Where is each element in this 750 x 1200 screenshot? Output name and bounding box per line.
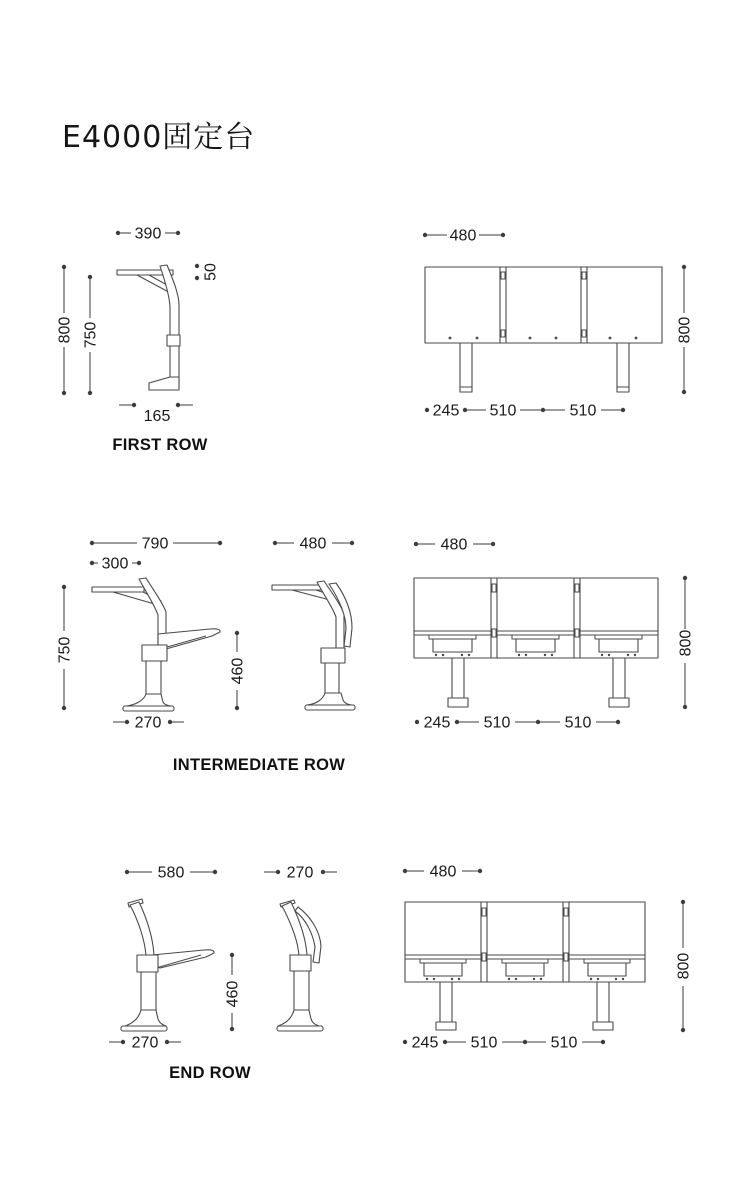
dim-dot xyxy=(276,870,280,874)
dim-value: 800 xyxy=(56,316,74,344)
dim-first-side-desk-thickness xyxy=(195,263,220,281)
connector-tab xyxy=(501,272,505,279)
dim-dot xyxy=(273,541,277,545)
dim-value: 270 xyxy=(134,714,162,732)
dim-int-front-width xyxy=(414,537,495,554)
dim-dot xyxy=(425,408,429,412)
dim-dot xyxy=(415,720,419,724)
dim-int-folded-depth xyxy=(273,536,354,553)
dim-dot xyxy=(235,706,239,710)
dim-dot xyxy=(62,706,66,710)
pedestal-trumpet xyxy=(278,1010,319,1026)
dim-value: 270 xyxy=(286,864,314,882)
dim-dot xyxy=(403,1040,407,1044)
dim-value: 510 xyxy=(564,714,592,732)
dim-first-side-height-overall xyxy=(57,265,74,395)
connector-tab xyxy=(482,953,486,961)
seat-pan xyxy=(599,639,638,652)
dim-end-front-height xyxy=(676,900,693,1032)
end-side-folded-view xyxy=(277,900,323,1031)
mount-dot xyxy=(442,654,444,656)
dim-value: 510 xyxy=(569,402,597,420)
connector-tab xyxy=(575,584,579,592)
dim-int-depth xyxy=(90,536,222,553)
dim-end-front-bottom xyxy=(403,1035,605,1052)
mount-dot xyxy=(609,337,612,340)
connector-tab xyxy=(582,272,586,279)
dim-dot xyxy=(414,542,418,546)
dim-dot xyxy=(621,408,625,412)
dim-dot xyxy=(195,276,199,280)
dim-value: 300 xyxy=(101,555,129,573)
dim-dot xyxy=(423,233,427,237)
pedestal-column xyxy=(141,972,156,1014)
mount-dot xyxy=(601,654,603,656)
connector-tab xyxy=(492,629,496,637)
mount-dot xyxy=(515,978,517,980)
mount-dot xyxy=(476,337,479,340)
pedestal-base xyxy=(305,705,355,710)
end-front-view xyxy=(405,902,645,1030)
intermediate-row-label: INTERMEDIATE ROW xyxy=(172,756,346,774)
dim-dot xyxy=(90,541,94,545)
seat-pan xyxy=(433,639,472,652)
connector-tab xyxy=(564,953,568,961)
pedestal-column xyxy=(325,663,339,697)
dim-value: 480 xyxy=(429,863,457,881)
pedestal-base xyxy=(121,1026,167,1031)
dim-value: 510 xyxy=(483,714,511,732)
first-row-side-view xyxy=(117,265,180,390)
pedestal-trumpet xyxy=(125,1010,166,1026)
mount-dot xyxy=(551,654,553,656)
dim-value: 510 xyxy=(489,402,517,420)
dim-end-front-width xyxy=(403,864,482,881)
dim-dot xyxy=(125,720,129,724)
connector-tab xyxy=(492,584,496,592)
connector-tab xyxy=(582,330,586,337)
mount-dot xyxy=(635,337,638,340)
mount-dot xyxy=(533,978,535,980)
mount-dot xyxy=(461,654,463,656)
pedestal-column xyxy=(294,971,309,1014)
mount-dot xyxy=(544,654,546,656)
connector-tab xyxy=(575,629,579,637)
dim-first-side-foot xyxy=(119,403,193,425)
seat-pan xyxy=(588,963,626,976)
dim-value: 390 xyxy=(134,225,162,243)
mount-dot xyxy=(508,978,510,980)
dim-dot xyxy=(681,1028,685,1032)
dim-value: 510 xyxy=(470,1034,498,1052)
dim-dot xyxy=(125,870,129,874)
mount-dot xyxy=(468,654,470,656)
backrest-profile xyxy=(282,902,307,956)
first-row-label: FIRST ROW xyxy=(112,436,208,454)
support-joint xyxy=(142,645,167,661)
dim-value: 790 xyxy=(141,535,169,553)
dim-dot xyxy=(536,720,540,724)
dim-value: 800 xyxy=(676,316,694,344)
dim-dot xyxy=(523,1040,527,1044)
leg xyxy=(440,982,452,1022)
mount-dot xyxy=(518,654,520,656)
intermediate-row-section xyxy=(57,536,695,775)
leg xyxy=(460,343,472,392)
dim-dot xyxy=(176,403,180,407)
leg-foot xyxy=(609,698,629,707)
support-joint xyxy=(290,955,311,971)
dim-dot xyxy=(478,869,482,873)
dim-dot xyxy=(88,275,92,279)
dim-int-desk-height xyxy=(57,585,74,710)
connector-tab xyxy=(501,330,505,337)
mount-dot xyxy=(540,978,542,980)
dim-value: 245 xyxy=(432,402,460,420)
dim-dot xyxy=(176,231,180,235)
backrest-profile xyxy=(130,902,154,956)
connector-tab xyxy=(482,908,486,916)
dim-end-folded-depth xyxy=(264,865,337,882)
support-joint xyxy=(167,335,180,346)
dim-dot xyxy=(90,561,94,565)
dim-dot xyxy=(195,264,199,268)
dim-dot xyxy=(616,720,620,724)
first-row-front-view xyxy=(425,267,662,392)
dim-first-side-desk-height xyxy=(83,275,100,395)
mount-dot xyxy=(608,654,610,656)
page-title: E4000固定台 xyxy=(62,120,256,155)
dim-dot xyxy=(62,265,66,269)
dim-value: 460 xyxy=(224,980,242,1008)
dim-dot xyxy=(463,408,467,412)
mount-dot xyxy=(590,978,592,980)
end-row-label: END ROW xyxy=(169,1064,251,1082)
panel xyxy=(425,267,500,343)
mount-dot xyxy=(435,654,437,656)
dim-dot xyxy=(501,233,505,237)
leg xyxy=(617,343,629,392)
dim-dot xyxy=(403,869,407,873)
intermediate-front-view xyxy=(414,578,658,707)
dim-first-front-width xyxy=(423,228,505,245)
mount-dot xyxy=(525,654,527,656)
dim-value: 480 xyxy=(440,536,468,554)
end-row-section xyxy=(109,864,693,1083)
dim-value: 270 xyxy=(131,1034,159,1052)
dim-int-foot xyxy=(113,715,184,732)
mount-dot xyxy=(529,337,532,340)
leg xyxy=(597,982,609,1022)
dim-dot xyxy=(230,953,234,957)
dim-dot xyxy=(230,1027,234,1031)
dim-value: 460 xyxy=(229,657,247,685)
dim-first-side-width xyxy=(116,226,180,243)
dim-value: 750 xyxy=(82,321,100,349)
mount-dot xyxy=(458,978,460,980)
dim-end-foot xyxy=(109,1035,181,1052)
seat-pan xyxy=(506,963,544,976)
dim-dot xyxy=(62,391,66,395)
dim-dot xyxy=(88,391,92,395)
support-joint xyxy=(321,648,345,663)
dim-value: 510 xyxy=(550,1034,578,1052)
dim-dot xyxy=(168,720,172,724)
dim-dot xyxy=(62,585,66,589)
mount-dot xyxy=(634,654,636,656)
mount-dot xyxy=(433,978,435,980)
dim-dot xyxy=(235,631,239,635)
dim-int-front-height xyxy=(678,576,695,709)
dim-dot xyxy=(165,1040,169,1044)
dim-end-seat-height xyxy=(225,953,242,1031)
dim-value: 480 xyxy=(449,227,477,245)
pedestal-column xyxy=(146,661,161,699)
dim-dot xyxy=(350,541,354,545)
dim-value: 245 xyxy=(423,714,451,732)
pedestal-base xyxy=(277,1026,323,1031)
dim-int-seat-height xyxy=(230,631,247,710)
dim-value: 800 xyxy=(677,629,695,657)
desk-profile xyxy=(272,585,322,590)
mount-dot xyxy=(622,978,624,980)
seat-pan xyxy=(516,639,555,652)
dim-value: 480 xyxy=(299,535,327,553)
dim-value: 50 xyxy=(202,263,220,281)
dim-dot xyxy=(683,705,687,709)
leg xyxy=(613,658,625,698)
dim-dot xyxy=(455,720,459,724)
mount-dot xyxy=(597,978,599,980)
dim-end-depth xyxy=(125,865,217,882)
first-row-section xyxy=(57,226,694,455)
leg-foot xyxy=(436,1022,456,1030)
dim-dot xyxy=(443,1040,447,1044)
dim-int-front-bottom xyxy=(415,715,620,732)
panel xyxy=(587,267,662,343)
support-joint xyxy=(137,955,158,972)
dim-dot xyxy=(218,541,222,545)
leg xyxy=(452,658,464,698)
support-foot xyxy=(149,377,179,390)
dim-dot xyxy=(541,408,545,412)
mount-dot xyxy=(449,337,452,340)
mount-dot xyxy=(426,978,428,980)
mount-dot xyxy=(555,337,558,340)
pedestal-trumpet xyxy=(307,693,352,705)
dim-dot xyxy=(682,265,686,269)
dim-dot xyxy=(121,1040,125,1044)
pedestal-trumpet xyxy=(126,694,171,706)
mount-dot xyxy=(615,978,617,980)
dim-dot xyxy=(491,542,495,546)
dim-dot xyxy=(601,1040,605,1044)
dim-first-front-height xyxy=(677,265,694,394)
dim-int-desk-depth xyxy=(90,556,141,573)
seat-pan xyxy=(424,963,462,976)
dim-value: 165 xyxy=(143,408,171,425)
dim-value: 245 xyxy=(411,1034,439,1052)
dim-value: 750 xyxy=(56,636,74,664)
leg-foot xyxy=(593,1022,613,1030)
dim-dot xyxy=(682,390,686,394)
end-side-open-view xyxy=(121,899,214,1031)
intermediate-side-open-view xyxy=(92,578,220,711)
mount-dot xyxy=(627,654,629,656)
seat-profile xyxy=(152,950,214,968)
dim-dot xyxy=(683,576,687,580)
dim-dot xyxy=(681,900,685,904)
dim-dot xyxy=(132,403,136,407)
pedestal-base xyxy=(123,706,174,711)
desk-profile xyxy=(92,587,144,592)
intermediate-side-folded-view xyxy=(272,581,355,710)
dim-dot xyxy=(137,561,141,565)
dim-dot xyxy=(321,870,325,874)
dim-first-front-bottom xyxy=(425,403,625,420)
dim-value: 580 xyxy=(157,864,185,882)
leg-foot xyxy=(448,698,468,707)
panel xyxy=(506,267,581,343)
mount-dot xyxy=(451,978,453,980)
dim-dot xyxy=(116,231,120,235)
connector-tab xyxy=(564,908,568,916)
dim-value: 800 xyxy=(675,952,693,980)
dim-dot xyxy=(213,870,217,874)
